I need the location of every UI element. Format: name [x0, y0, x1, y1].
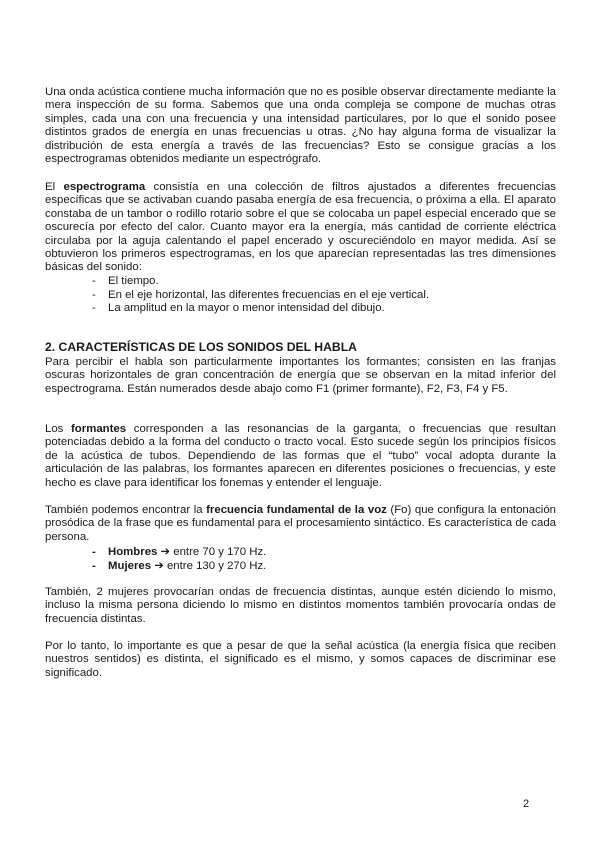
sound-dimensions-list [92, 275, 429, 316]
list-item [92, 302, 429, 316]
term-espectrograma: espectrograma [63, 181, 146, 193]
text-run: (Fo) que configura la entonación prosódica de la frase que es fundamental para el procesamiento sintáctico. Es característica de cada persona. [45, 504, 556, 543]
text-run: El [45, 181, 64, 193]
list-item [92, 546, 266, 560]
arrow-icon: ➔ [151, 559, 167, 572]
frecuencia-fundamental-paragraph [45, 504, 556, 544]
text-run: corresponden a las resonancias de la garganta, o frecuencias que resultan potenciadas debido a la forma del conducto o tracto vocal. Esto sucede según los principios físicos de la acústica de tubos. Dependiendo de las formas que el “tubo” vocal adopta durante la articulación de las palabras, los formantes aparecen en diferentes posiciones o frecuencias, y este hecho es clave para identificar los fonemas y entender el lenguaje. [45, 423, 556, 489]
list-item-text: En el eje horizontal, las diferentes frecuencias en el eje vertical. [108, 288, 430, 301]
voice-label: Mujeres [108, 559, 152, 572]
conclusion-paragraph: Por lo tanto, lo importante es que a pesar de que la señal acústica (la energía física que reciben nuestros sentidos) es distinta, el significado es el mismo, y somos capaces de discriminar ese significado. [45, 640, 556, 679]
dash-marker: - [92, 288, 96, 301]
voice-frequency-list [92, 546, 266, 574]
arrow-icon: ➔ [157, 546, 174, 558]
term-frecuencia-fundamental: frecuencia fundamental de la voz [206, 504, 387, 516]
mujeres-paragraph: También, 2 mujeres provocarían ondas de frecuencia distintas, aunque estén diciendo lo mismo, incluso la misma persona diciendo lo mismo en distintos momentos también provocaría ondas de frecuencia distintas. [45, 586, 556, 625]
section-heading: 2. CARACTERÍSTICAS DE LOS SONIDOS DEL HABLA [45, 340, 357, 354]
page-number: 2 [523, 798, 530, 810]
list-item-text: La amplitud en la mayor o menor intensidad del dibujo. [108, 302, 385, 315]
voice-range: entre 130 y 270 Hz. [166, 559, 267, 572]
formantes-paragraph [45, 423, 556, 490]
text-run: consistía en una colección de filtros ajustados a diferentes frecuencias específicas que se activaban cuando pasaba energía de esa frecuencia, o próxima a ella. El aparato constaba de un tambor o rodillo rotario sobre el que se colocaba un papel especial encerado que se oscurecía por efecto del calor. Cuanto mayor era la energía, más cantidad de corriente eléctrica circulaba por la aguja calentando el papel encerado y oscureciéndolo en mayor medida. Así se obtuvieron los primeros espectrogramas, en los que aparecían representadas las tres dimensiones básicas del sonido: [45, 181, 556, 274]
list-item [92, 289, 429, 303]
dash-marker: - [92, 559, 96, 572]
dash-marker: - [92, 546, 96, 558]
list-item [92, 275, 429, 289]
dash-marker: - [92, 275, 96, 287]
dash-marker: - [92, 302, 96, 315]
list-item-text: El tiempo. [108, 275, 159, 287]
formants-intro-paragraph: Para percibir el habla son particularmente importantes los formantes; consisten en las franjas oscuras horizontales de gran concentración de energía que se observan en la mitad inferior del espectrograma. Están numerados desde abajo como F1 (primer formante), F2, F3, F4 y F5. [45, 356, 556, 395]
term-formantes: formantes [71, 423, 127, 435]
intro-paragraph: Una onda acústica contiene mucha información que no es posible observar directamente mediante la mera inspección de su forma. Sabemos que una onda compleja se compone de muchas otras simples, cada una con una frecuencia y una intensidad particulares, por lo que el sonido posee distintos grados de energía en unas frecuencias u otras. ¿No hay alguna forma de visualizar la distribución de esta energía a través de las frecuencias? Esto se consigue gracias a los espectrogramas obtenidos mediante un espectrógrafo. [45, 86, 556, 166]
voice-label: Hombres [108, 546, 158, 558]
voice-range: entre 70 y 170 Hz. [173, 546, 267, 558]
list-item [92, 560, 266, 574]
text-run: También podemos encontrar la [45, 504, 207, 516]
espectrograma-paragraph [45, 181, 556, 275]
text-run: Los [45, 423, 72, 435]
